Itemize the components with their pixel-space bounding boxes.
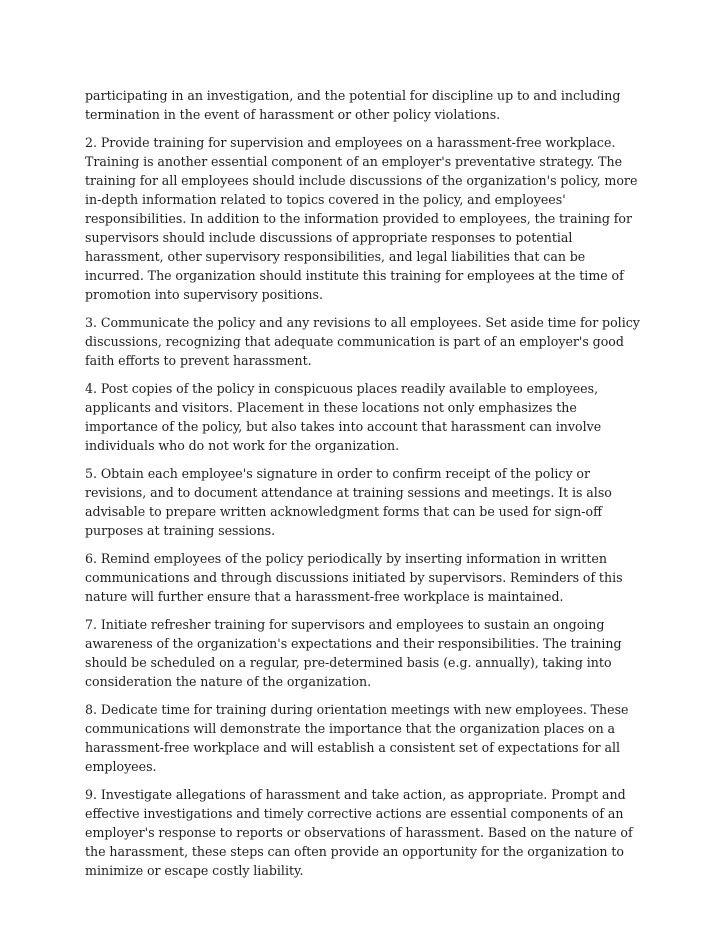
paragraph-item-7: 7. Initiate refresher training for supervisors and employees to sustain an ongoing awareness of the organization's expectations and their responsibilities. The training should be scheduled on a regular, pre-determined basis (e.g. annually), taking into consideration the nature of the organization. xyxy=(85,617,622,689)
paragraph-item-6: 6. Remind employees of the policy periodically by inserting information in written communications and through discussions initiated by supervisors. Reminders of this nature will further ensure that a harassment-free workplace is maintained. xyxy=(85,551,623,604)
paragraph-item-5: 5. Obtain each employee's signature in order to confirm receipt of the policy or revisions, and to document attendance at training sessions and meetings. It is also advisable to prepare written acknowledgment forms that can be used for sign-off purposes at training sessions. xyxy=(85,466,612,538)
document-body xyxy=(85,86,647,889)
paragraph-item-3: 3. Communicate the policy and any revisions to all employees. Set aside time for policy discussions, recognizing that adequate communication is part of an employer's good faith efforts to prevent harassment. xyxy=(85,315,640,368)
paragraph-item-8: 8. Dedicate time for training during orientation meetings with new employees. These communications will demonstrate the importance that the organization places on a harassment-free workplace and will establish a consistent set of expectations for all employees. xyxy=(85,702,629,774)
paragraph-item-9: 9. Investigate allegations of harassment and take action, as appropriate. Prompt and effective investigations and timely corrective actions are essential components of an employer's response to reports or observations of harassment. Based on the nature of the harassment, these steps can often provide an opportunity for the organization to minimize or escape costly liability. xyxy=(85,787,633,878)
paragraph-item-4: 4. Post copies of the policy in conspicuous places readily available to employees, applicants and visitors. Placement in these locations not only emphasizes the importance of the policy, but also takes into account that harassment can involve individuals who do not work for the organization. xyxy=(85,381,602,453)
paragraph-continuation: participating in an investigation, and the potential for discipline up to and including termination in the event of harassment or other policy violations. xyxy=(85,88,621,122)
paragraph-item-2: 2. Provide training for supervision and employees on a harassment-free workplace. Training is another essential component of an employer's preventative strategy. The training for all employees should include discussions of the organization's policy, more in-depth information related to topics covered in the policy, and employees' responsibilities. In addition to the information provided to employees, the training for supervisors should include discussions of appropriate responses to potential harassment, other supervisory responsibilities, and legal liabilities that can be incurred. The organization should institute this training for employees at the time of promotion into supervisory positions. xyxy=(85,135,638,302)
